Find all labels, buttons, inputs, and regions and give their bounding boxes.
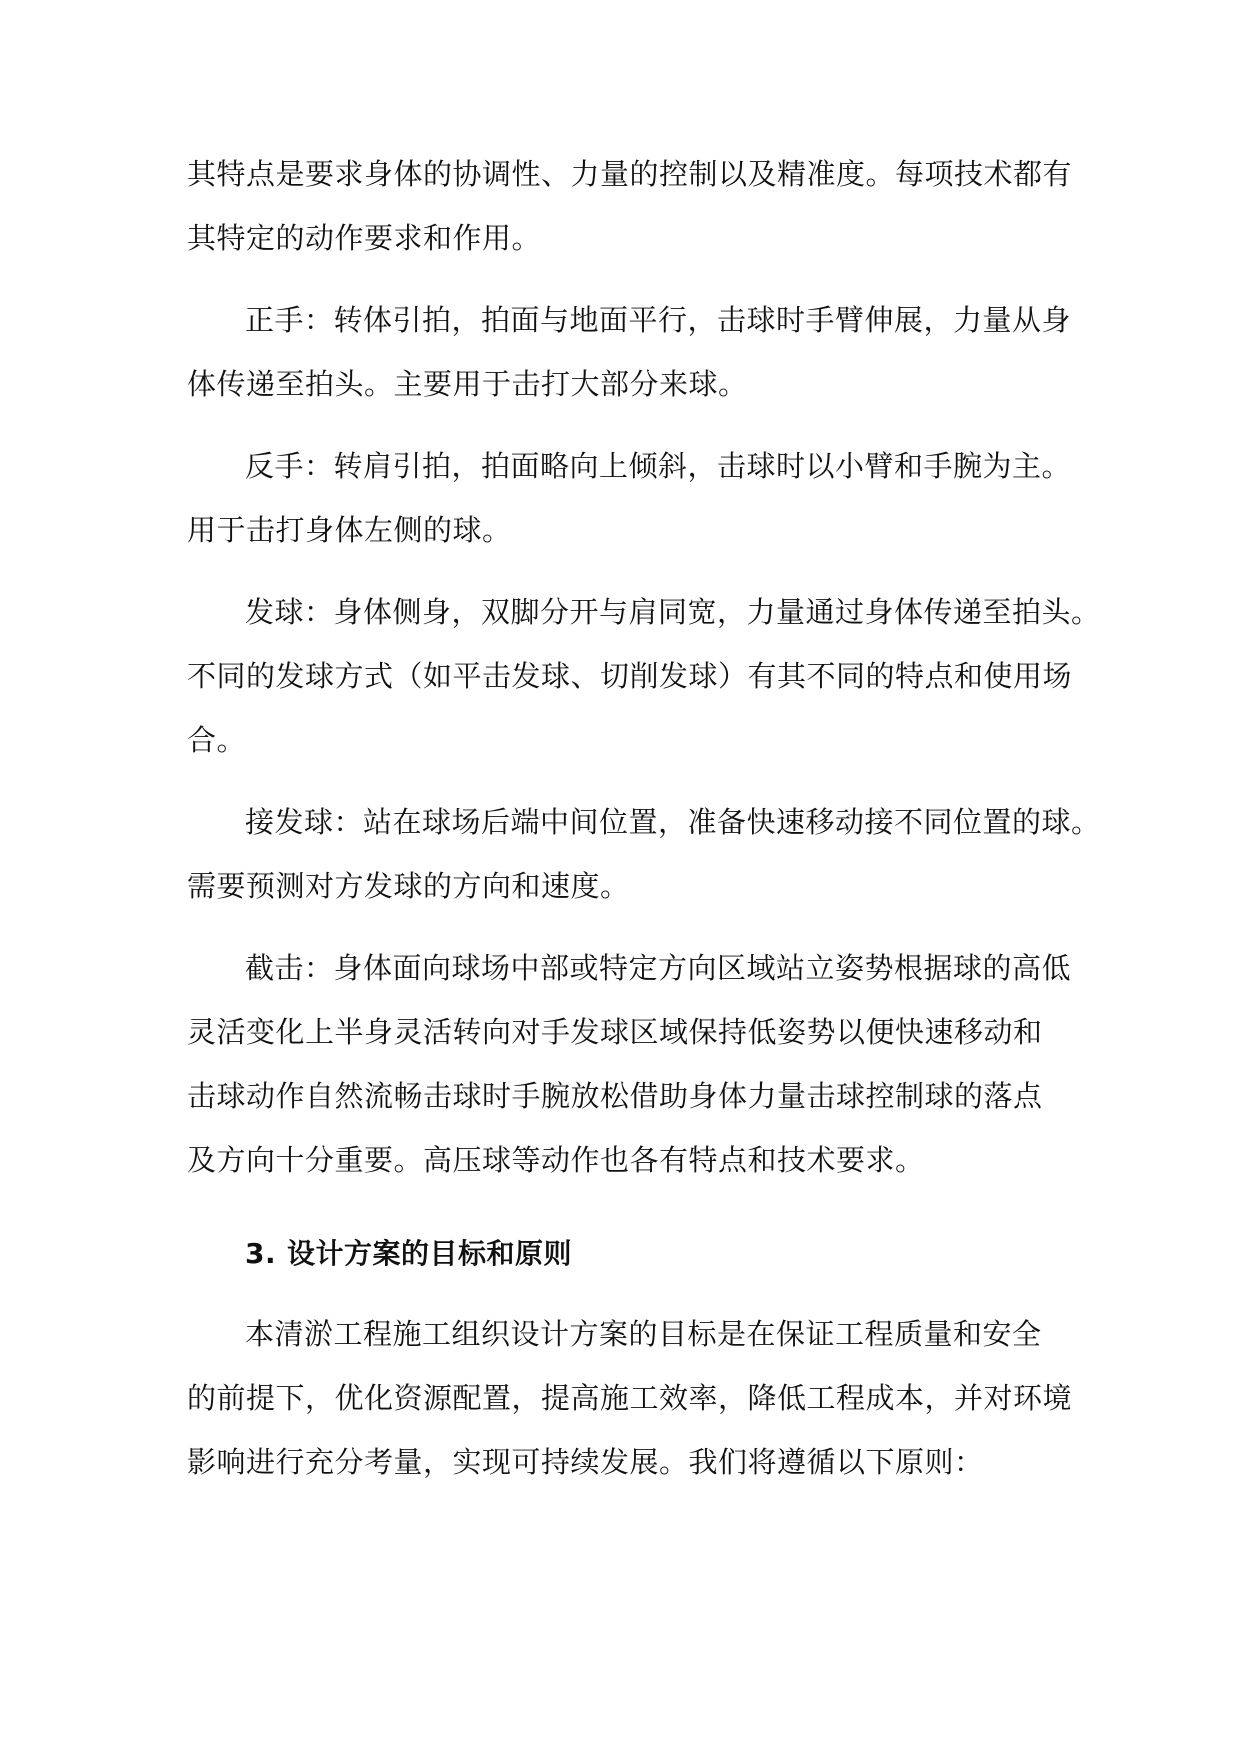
section-heading [187, 1222, 1057, 1286]
text-line: 本清淤工程施工组织设计方案的目标是在保证工程质量和安全 [245, 1317, 1042, 1351]
paragraph-return [187, 790, 1101, 918]
paragraph-goals [187, 1302, 1073, 1494]
paragraph-backhand [187, 434, 1072, 562]
paragraph-serve [187, 580, 1101, 772]
text-line: 正手：转体引拍，拍面与地面平行，击球时手臂伸展，力量从身 [245, 303, 1072, 337]
text-line: 击球动作自然流畅击球时手腕放松借助身体力量击球控制球的落点 [187, 1079, 1043, 1113]
text-line: 合。 [187, 723, 247, 757]
section-title: 设计方案的目标和原则 [287, 1237, 573, 1270]
text-line: 不同的发球方式（如平击发球、切削发球）有其不同的特点和使用场 [187, 659, 1073, 693]
text-line: 用于击打身体左侧的球。 [187, 513, 512, 547]
text-line: 的前提下，优化资源配置，提高施工效率，降低工程成本，并对环境 [187, 1381, 1073, 1415]
paragraph-forehand [187, 288, 1072, 416]
text-line: 截击：身体面向球场中部或特定方向区域站立姿势根据球的高低 [245, 951, 1072, 985]
text-line: 需要预测对方发球的方向和速度。 [187, 869, 630, 903]
section-number: 3. [245, 1237, 277, 1270]
text-line: 反手：转肩引拍，拍面略向上倾斜，击球时以小臂和手腕为主。 [245, 449, 1072, 483]
paragraph-volley [187, 936, 1072, 1192]
text-line: 灵活变化上半身灵活转向对手发球区域保持低姿势以便快速移动和 [187, 1015, 1043, 1049]
text-line: 其特定的动作要求和作用。 [187, 221, 542, 255]
text-line: 及方向十分重要。高压球等动作也各有特点和技术要求。 [187, 1143, 925, 1177]
text-line: 影响进行充分考量，实现可持续发展。我们将遵循以下原则： [187, 1445, 984, 1479]
document-body [187, 142, 1101, 1512]
text-line: 接发球：站在球场后端中间位置，准备快速移动接不同位置的球。 [245, 805, 1101, 839]
text-line: 发球：身体侧身，双脚分开与肩同宽，力量通过身体传递至拍头。 [245, 595, 1101, 629]
text-line: 其特点是要求身体的协调性、力量的控制以及精准度。每项技术都有 [187, 157, 1073, 191]
text-line: 体传递至拍头。主要用于击打大部分来球。 [187, 367, 748, 401]
paragraph-continuation [187, 142, 1073, 270]
